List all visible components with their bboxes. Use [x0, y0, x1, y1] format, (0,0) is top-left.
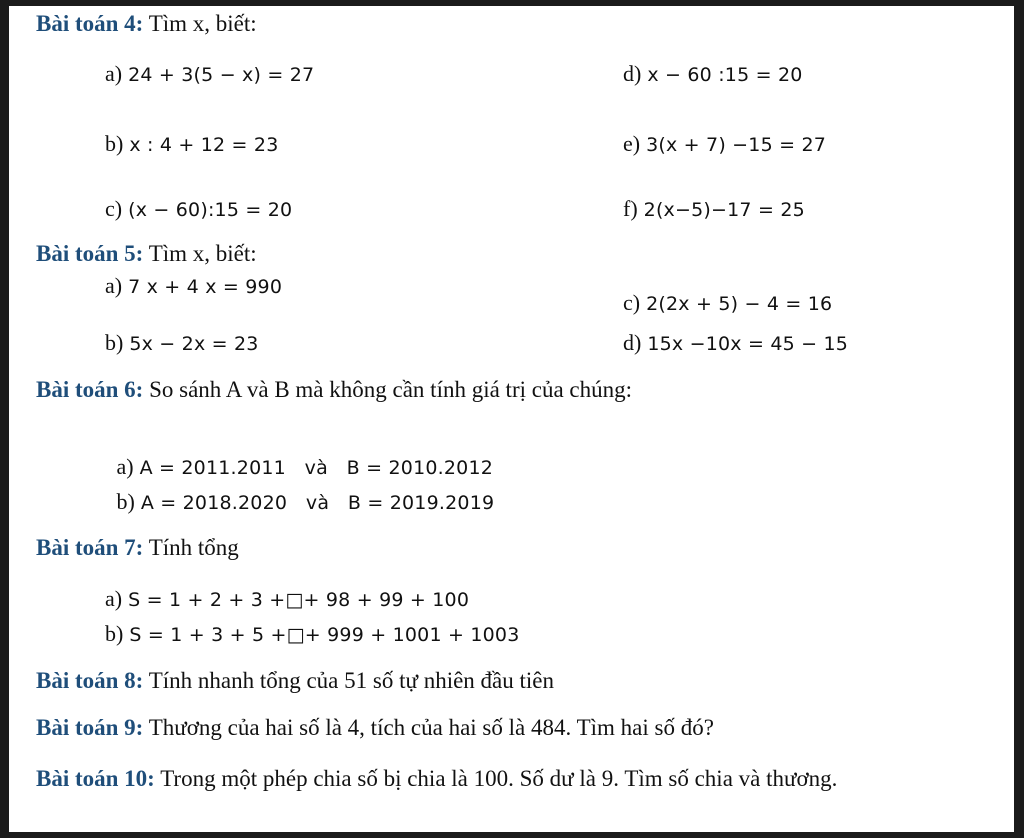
problem-5-item-d: [623, 329, 848, 358]
problem-9-heading: [36, 714, 714, 742]
problem-text: Tìm x, biết:: [148, 241, 257, 266]
problem-6-item-b: [105, 460, 494, 517]
item-expression: A = 2011.2011 và B = 2010.2012: [139, 457, 494, 479]
item-label: b): [105, 131, 124, 156]
problem-text: Tìm x, biết:: [148, 11, 257, 36]
problem-label: Bài toán 10:: [36, 766, 155, 791]
item-expression: 3(x + 7) −15 = 27: [646, 134, 827, 156]
problem-label: Bài toán 9:: [36, 715, 144, 740]
item-expression: 15x −10x = 45 − 15: [647, 333, 849, 355]
problem-text: Tính nhanh tổng của 51 số tự nhiên đầu tiên: [148, 668, 554, 693]
frame-bottom: [0, 832, 1024, 838]
problem-label: Bài toán 4:: [36, 11, 144, 36]
problem-7-item-a: [105, 585, 469, 614]
problem-label: Bài toán 6:: [36, 377, 144, 402]
problem-4-item-e: [623, 130, 826, 159]
item-label: a): [116, 454, 134, 479]
problem-5-item-b: [105, 329, 259, 358]
item-expression: 2(x−5)−17 = 25: [643, 199, 805, 221]
problem-4-item-d: [623, 60, 803, 89]
item-expression: S = 1 + 2 + 3 +□+ 98 + 99 + 100: [128, 589, 470, 611]
item-label: b): [116, 489, 135, 514]
problem-8-heading: [36, 667, 554, 695]
item-expression: A = 2018.2020 và B = 2019.2019: [140, 492, 495, 514]
problem-label: Bài toán 7:: [36, 535, 144, 560]
item-label: a): [105, 586, 123, 611]
frame-left: [0, 0, 9, 838]
item-label: a): [105, 273, 123, 298]
item-expression: x − 60 :15 = 20: [647, 64, 803, 86]
problem-text: Trong một phép chia số bị chia là 100. Số dư là 9. Tìm số chia và thương.: [160, 766, 838, 791]
item-label: e): [623, 131, 641, 156]
item-expression: S = 1 + 3 + 5 +□+ 999 + 1001 + 1003: [129, 624, 520, 646]
item-expression: 7 x + 4 x = 990: [128, 276, 283, 298]
item-expression: 24 + 3(5 − x) = 27: [128, 64, 315, 86]
frame-right: [1014, 0, 1024, 838]
item-label: d): [623, 61, 642, 86]
problem-10-heading: [36, 764, 936, 794]
problem-5-heading: [36, 240, 257, 268]
problem-6-heading: [36, 376, 632, 404]
problem-5-item-c: [623, 289, 832, 318]
frame-top: [0, 0, 1024, 6]
item-expression: x : 4 + 12 = 23: [129, 134, 279, 156]
item-label: b): [105, 621, 124, 646]
item-label: b): [105, 330, 124, 355]
problem-4-item-c: [105, 195, 292, 224]
item-label: d): [623, 330, 642, 355]
problem-text: Tính tổng: [148, 535, 239, 560]
problem-4-item-a: [105, 60, 314, 89]
problem-7-item-b: [105, 620, 520, 649]
item-expression: 5x − 2x = 23: [129, 333, 259, 355]
problem-4-item-f: [623, 195, 805, 224]
problem-4-heading: [36, 10, 257, 38]
problem-text: Thương của hai số là 4, tích của hai số là 484. Tìm hai số đó?: [148, 715, 714, 740]
problem-4-item-b: [105, 130, 279, 159]
problem-5-item-a: [105, 272, 282, 301]
item-label: c): [105, 196, 123, 221]
item-label: a): [105, 61, 123, 86]
item-expression: (x − 60):15 = 20: [128, 199, 293, 221]
item-label: f): [623, 196, 638, 221]
problem-text: So sánh A và B mà không cần tính giá trị của chúng:: [149, 377, 633, 402]
problem-label: Bài toán 8:: [36, 668, 144, 693]
problem-label: Bài toán 5:: [36, 241, 144, 266]
item-label: c): [623, 290, 641, 315]
item-expression: 2(2x + 5) − 4 = 16: [646, 293, 833, 315]
problem-7-heading: [36, 534, 239, 562]
